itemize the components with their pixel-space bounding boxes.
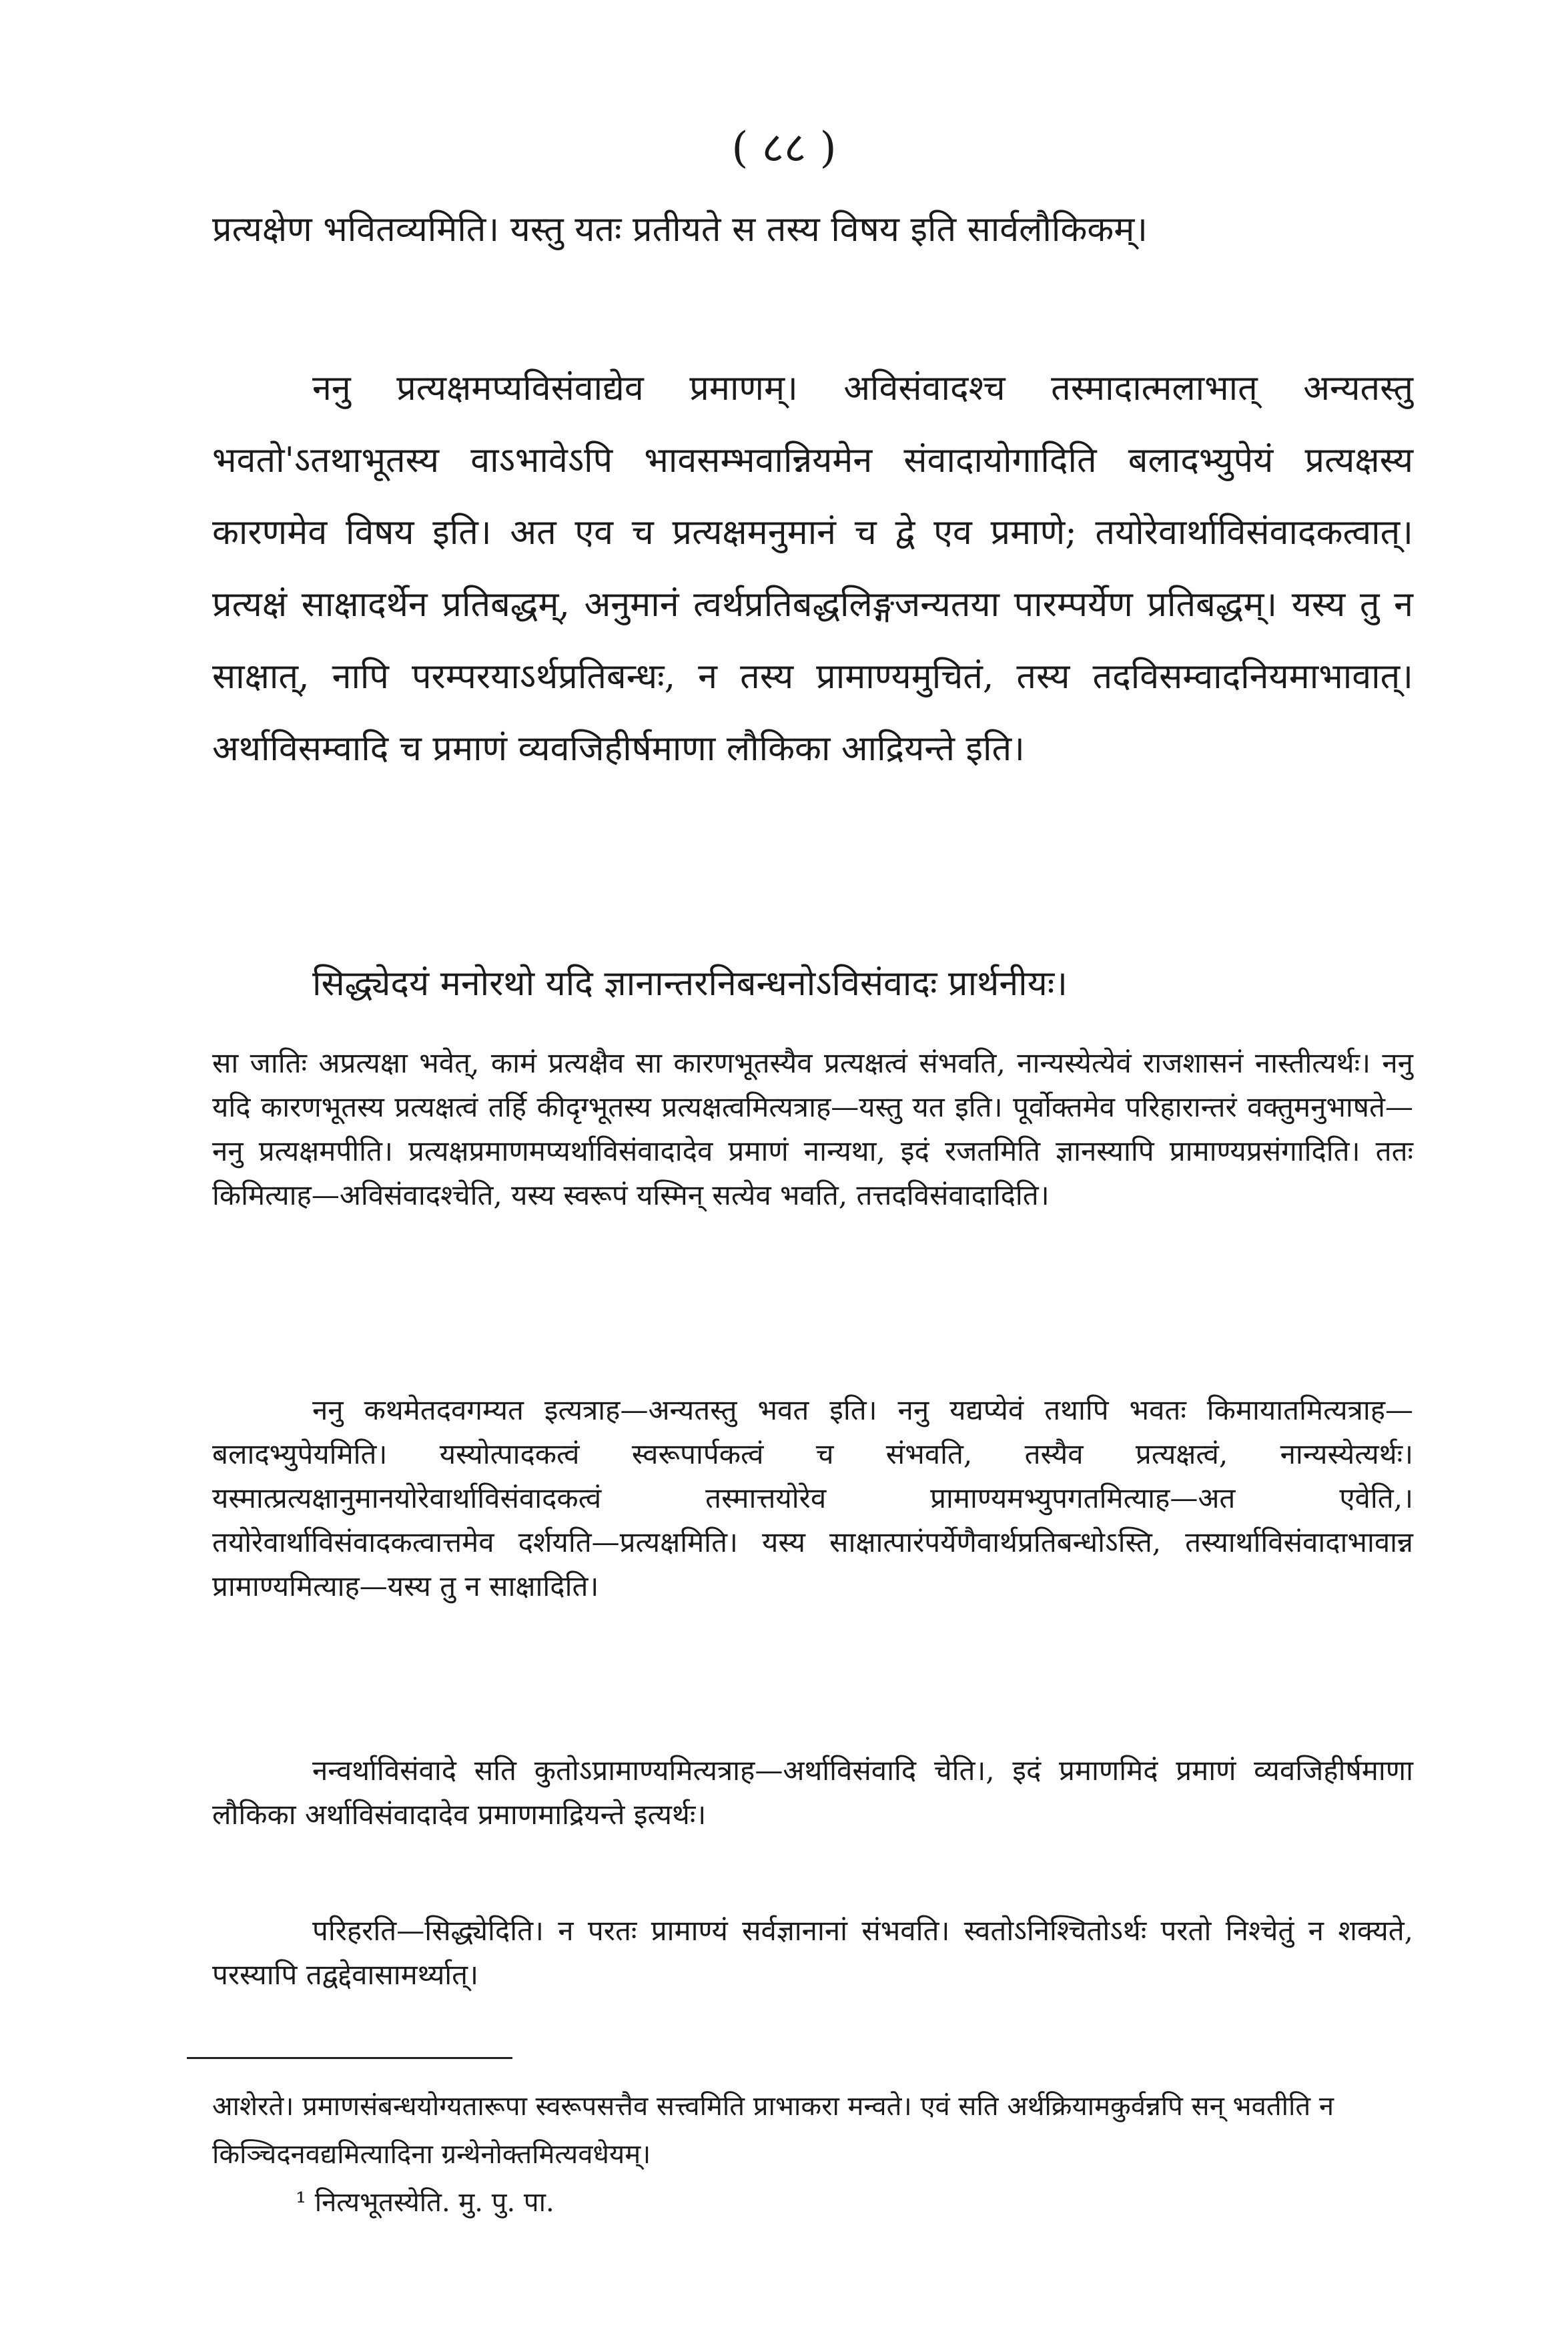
mula-paragraph: ननु प्रत्यक्षमप्यविसंवाद्येव प्रमाणम्। अविसंवादश्च तस्मादात्मलाभात् अन्यतस्तु भवतो'ऽतथाभूतस्य वाऽभावेऽपि भावसम्भवान्नियमेन संवादायोगादिति बलादभ्युपेयं प्रत्यक्षस्य कारणमेव विषय इति। अत एव च प्रत्यक्षमनुमानं च द्वे एव प्रमाणे; तयोरेवार्थाविसंवादकत्वात्। प्रत्यक्षं साक्षादर्थेन प्रतिबद्धम्, अनुमानं त्वर्थप्रतिबद्धलिङ्गजन्यतया पारम्पर्येण प्रतिबद्धम्। यस्य तु न साक्षात्, नापि परम्परयाऽर्थप्रतिबन्धः, न तस्य प्रामाण्यमुचितं, तस्य तदविसम्वादनियमाभावात्। अर्थाविसम्वादि च प्रमाणं व्यवजिहीर्षमाणा लौकिका आद्रियन्ते इति।: [212, 368, 1413, 769]
mula-text: [212, 352, 1413, 785]
commentary: [212, 1388, 1413, 1609]
page-number: ( ८८ ): [731, 123, 837, 173]
footnote-text: आशेरते। प्रमाणसंबन्धयोग्यतारूपा स्वरूपसत्तैव सत्त्वमिति प्राभाकरा मन्वते। एवं सति अर्थक्रियामकुर्वन्नपि सन् भवतीति न किञ्चिदनवद्यमित्यादिना ग्रन्थेनोक्तमित्यवधेयम्।: [212, 2091, 1334, 2170]
commentary-paragraph: ननु कथमेतदवगम्यत इत्यत्राह—अन्यतस्तु भवत इति। ननु यद्यप्येवं तथापि भवतः किमायातमित्यत्राह—बलादभ्युपेयमिति। यस्योत्पादकत्वं स्वरूपार्पकत्वं च संभवति, तस्यैव प्रत्यक्षत्वं, नान्यस्येत्यर्थः। यस्मात्प्रत्यक्षानुमानयोरेवार्थाविसंवादकत्वं तस्मात्तयोरेव प्रामाण्यमभ्युपगतमित्याह—अत एवेति,। तयोरेवार्थाविसंवादकत्वात्तमेव दर्शयति—प्रत्यक्षमिति। यस्य साक्षात्पारंपर्येणैवार्थप्रतिबन्धोऽस्ति, तस्यार्थाविसंवादाभावान्न प्रामाण्यमित्याह—यस्य तु न साक्षादिति।: [212, 1394, 1413, 1602]
mula-paragraph: प्रत्यक्षेण भवितव्यमिति। यस्तु यतः प्रतीयते स तस्य विषय इति सार्वलौकिकम्।: [212, 210, 1148, 250]
mula-verse: सिद्ध्येदयं मनोरथो यदि ज्ञानान्तरनिबन्धनोऽविसंवादः प्रार्थनीयः।: [312, 964, 1068, 1004]
commentary-paragraph: नन्वर्थाविसंवादे सति कुतोऽप्रामाण्यमित्यत्राह—अर्थाविसंवादि चेति।, इदं प्रमाणमिदं प्रमाणं व्यवजिहीर्षमाणा लौकिका अर्थाविसंवादादेव प्रमाणमाद्रियन्ते इत्यर्थः।: [212, 1754, 1413, 1831]
footnotes: [212, 2082, 1413, 2227]
footnote-rule: [187, 2057, 512, 2059]
commentary-paragraph: सा जातिः अप्रत्यक्षा भवेत्, कामं प्रत्यक्षैव सा कारणभूतस्यैव प्रत्यक्षत्वं संभवति, नान्यस्येत्येवं राजशासनं नास्तीत्यर्थः। ननु यदि कारणभूतस्य प्रत्यक्षत्वं तर्हि कीदृग्भूतस्य प्रत्यक्षत्वमित्यत्राह—यस्तु यत इति। पूर्वोक्तमेव परिहारान्तरं वक्तुमनुभाषते—ननु प्रत्यक्षमपीति। प्रत्यक्षप्रमाणमप्यर्थाविसंवादादेव प्रमाणं नान्यथा, इदं रजतमिति ज्ञानस्यापि प्रामाण्यप्रसंगादिति। ततः किमित्याह—अविसंवादश्चेति, यस्य स्वरूपं यस्मिन् सत्येव भवति, तत्तदविसंवादादिति।: [212, 1047, 1413, 1211]
commentary: [212, 1749, 1413, 1837]
mula-text: [212, 948, 1413, 1020]
commentary: [212, 1909, 1413, 1997]
footnote-marker-note: ¹ नित्यभूतस्येति. मु. पु. पा.: [296, 2187, 554, 2218]
commentary-paragraph: परिहरति—सिद्ध्येदिति। न परतः प्रामाण्यं सर्वज्ञानानां संभवति। स्वतोऽनिश्चितोऽर्थः परतो निश्चेतुं न शक्यते, परस्यापि तद्वद्देवासामर्थ्यात्।: [212, 1914, 1413, 1991]
commentary: [212, 1041, 1413, 1217]
mula-text: [212, 194, 1413, 266]
